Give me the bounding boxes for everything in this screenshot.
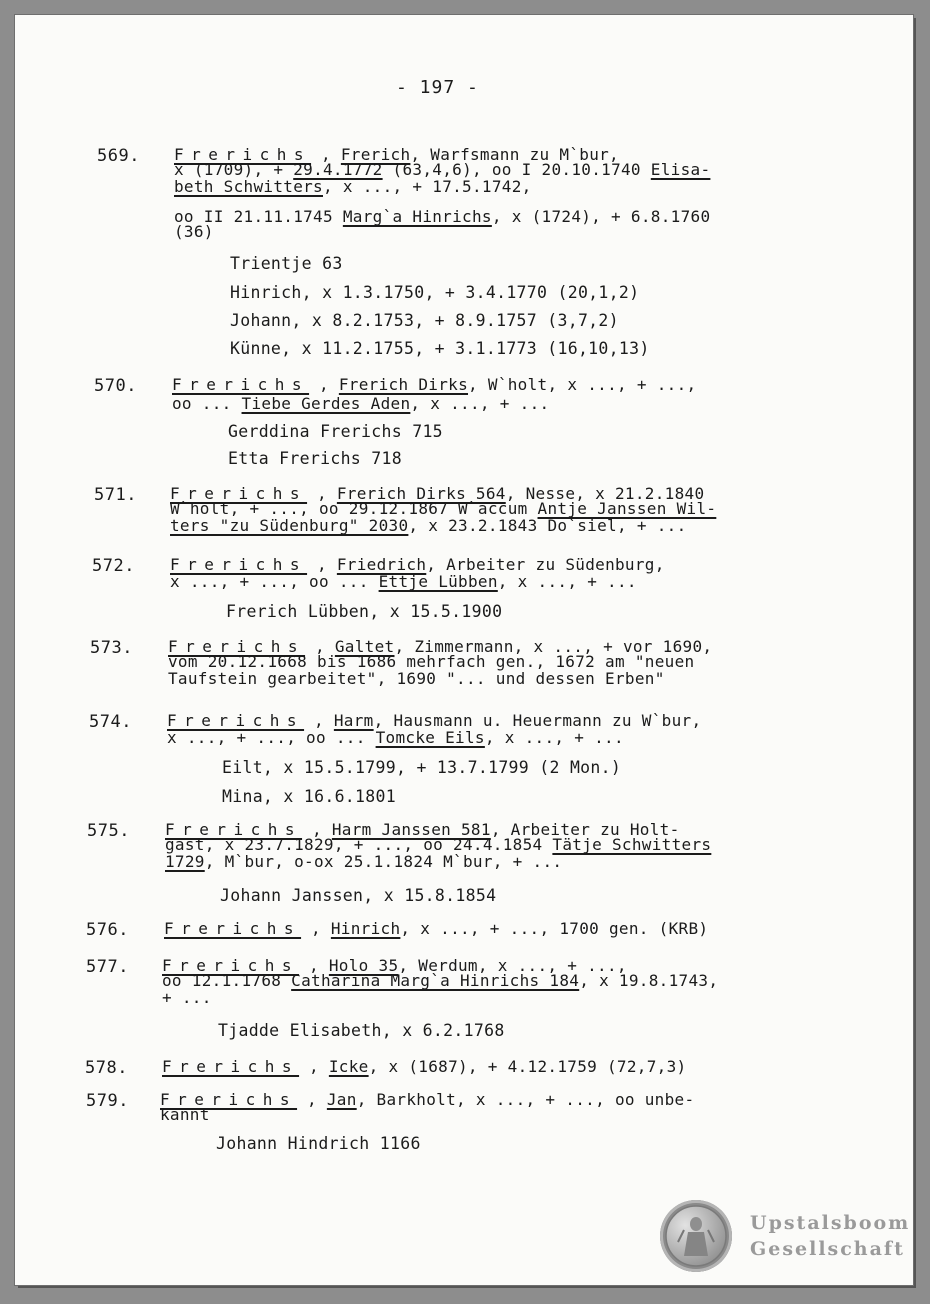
- entry-line: Frerichs , Frerich, Warfsmann zu M`bur,: [174, 145, 619, 164]
- surname: Frerichs: [165, 820, 303, 839]
- entry-number: 577.: [86, 957, 129, 977]
- entry-line-text: W`holt, + ..., oo 29.12.1867 W`accum Antje Janssen Wil-: [170, 499, 717, 518]
- underlined-name: Catharina Marg`a Hinrichs 184: [291, 971, 580, 990]
- entry-line-text: x ..., + ..., oo ... Tomcke Eils, x ..., + ...: [167, 728, 624, 747]
- entry-line-text: Holo 35, Werdum, x ..., + ...,: [328, 956, 627, 975]
- underlined-name: Tomcke Eils: [375, 728, 485, 747]
- underlined-name: Holo 35: [328, 956, 399, 975]
- entry-line-text: Taufstein gearbeitet", 1690 "... und dessen Erben": [168, 669, 665, 688]
- entry-number: 571.: [94, 485, 137, 505]
- entry-number: 575.: [87, 821, 130, 841]
- underlined-name: beth Schwitters: [174, 177, 323, 196]
- entry-line-text: Friedrich, Arbeiter zu Südenburg,: [336, 555, 665, 574]
- entry-line-text: Galtet, Zimmermann, x ..., + vor 1690,: [334, 637, 713, 656]
- underlined-name: Frerich: [340, 145, 411, 164]
- underlined-name: Jan: [326, 1090, 357, 1109]
- entry-line: Frerichs , Hinrich, x ..., + ..., 1700 gen. (KRB): [164, 919, 709, 938]
- entry-line-text: Icke, x (1687), + 4.12.1759 (72,7,3): [328, 1057, 687, 1076]
- entry-line: [160, 1106, 210, 1123]
- underlined-name: Frerich Dirks: [338, 375, 469, 394]
- child-entry: Johann, x 8.2.1753, + 8.9.1757 (3,7,2): [230, 311, 619, 330]
- underlined-name: Ettje Lübben: [378, 572, 498, 591]
- entry-number: 573.: [90, 638, 133, 658]
- society-name: [750, 1210, 910, 1262]
- society-name-line1: Upstalsboom: [750, 1212, 911, 1234]
- entry-number: 569.: [97, 146, 140, 166]
- underlined-name: Antje Janssen Wil-: [537, 499, 717, 518]
- child-entry: Eilt, x 15.5.1799, + 13.7.1799 (2 Mon.): [222, 758, 622, 777]
- entry-line: [168, 653, 694, 670]
- underlined-name: Elisa-: [650, 160, 711, 179]
- surname: Frerichs: [172, 375, 310, 394]
- surname: Frerichs: [162, 956, 300, 975]
- entry-line-text: + ...: [162, 988, 212, 1007]
- entry-line-text: oo II 21.11.1745 Marg`a Hinrichs, x (1724), + 6.8.1760: [174, 207, 711, 226]
- entry-line-text: Harm Janssen 581, Arbeiter zu Holt-: [331, 820, 680, 839]
- entry-line: [170, 573, 637, 590]
- seal-icon: [660, 1200, 732, 1272]
- entry-line-text: (36): [174, 222, 214, 241]
- underlined-name: 1729: [165, 852, 205, 871]
- entry-line-text: 1729, M`bur, o-ox 25.1.1824 M`bur, + ...: [165, 852, 563, 871]
- surname: Frerichs: [174, 145, 312, 164]
- child-entry: Hinrich, x 1.3.1750, + 3.4.1770 (20,1,2): [230, 283, 640, 302]
- child-entry: Johann Hindrich 1166: [216, 1134, 421, 1153]
- underlined-name: Galtet: [334, 637, 395, 656]
- entry-number: 570.: [94, 376, 137, 396]
- entry-line: Frerichs , Holo 35, Werdum, x ..., + ...,: [162, 956, 627, 975]
- entry-number: 579.: [86, 1091, 129, 1111]
- entry-line-text: Harm, Hausmann u. Heuermann zu W`bur,: [333, 711, 702, 730]
- entry-line: [162, 972, 718, 989]
- child-entry: Künne, x 11.2.1755, + 3.1.1773 (16,10,13): [230, 339, 650, 358]
- entry-line: Frerichs , Jan, Barkholt, x ..., + ..., oo unbe-: [160, 1090, 695, 1109]
- underlined-name: Tätje Schwitters: [552, 835, 712, 854]
- underlined-name: Harm: [333, 711, 374, 730]
- entry-line: Frerichs , Frerich Dirks, W`holt, x ..., + ...,: [172, 375, 697, 394]
- child-entry: Trientje 63: [230, 254, 343, 273]
- entry-line: [170, 517, 687, 534]
- surname: Frerichs: [168, 637, 306, 656]
- child-entry: Tjadde Elisabeth, x 6.2.1768: [218, 1021, 505, 1040]
- underlined-name: Harm Janssen 581: [331, 820, 491, 839]
- entry-line: Frerichs , Galtet, Zimmermann, x ..., + vor 1690,: [168, 637, 713, 656]
- entry-line-text: x ..., + ..., oo ... Ettje Lübben, x ..., + ...: [170, 572, 637, 591]
- underlined-name: Icke: [328, 1057, 369, 1076]
- surname: Frerichs: [160, 1090, 298, 1109]
- surname: Frerichs: [170, 484, 308, 503]
- entry-number: 572.: [92, 556, 135, 576]
- child-entry: Gerddina Frerichs 715: [228, 422, 443, 441]
- entry-number: 574.: [89, 712, 132, 732]
- entry-line: Frerichs , Icke, x (1687), + 4.12.1759 (72,7,3): [162, 1057, 687, 1076]
- entry-line-text: x (1709), + 29.4.1772 (63,4,6), oo I 20.10.1740 Elisa-: [174, 160, 711, 179]
- underlined-name: Hinrich: [330, 919, 401, 938]
- entry-line: Frerichs , Friedrich, Arbeiter zu Südenburg,: [170, 555, 665, 574]
- child-entry: Mina, x 16.6.1801: [222, 787, 396, 806]
- underlined-name: Tiebe Gerdes Aden: [241, 394, 411, 413]
- page-number: - 197 -: [396, 77, 479, 98]
- surname: Frerichs: [164, 919, 302, 938]
- underlined-name: Friedrich: [336, 555, 427, 574]
- entry-line-text: Frerich, Warfsmann zu M`bur,: [340, 145, 619, 164]
- entry-number: 576.: [86, 920, 129, 940]
- underlined-name: Marg`a Hinrichs: [342, 207, 492, 226]
- entry-line: [174, 223, 214, 240]
- entry-line-text: gast, x 23.7.1829, + ..., oo 24.4.1854 Tätje Schwitters: [165, 835, 712, 854]
- underlined-name: ters "zu Südenburg" 2030: [170, 516, 409, 535]
- surname: Frerichs: [167, 711, 305, 730]
- entry-line-text: Frerich Dirks 564, Nesse, x 21.2.1840: [336, 484, 705, 503]
- child-entry: Etta Frerichs 718: [228, 449, 402, 468]
- entry-line-text: Jan, Barkholt, x ..., + ..., oo unbe-: [326, 1090, 695, 1109]
- entry-line-text: ters "zu Südenburg" 2030, x 23.2.1843 Do`siel, + ...: [170, 516, 687, 535]
- entry-line-text: oo ... Tiebe Gerdes Aden, x ..., + ...: [172, 394, 550, 413]
- surname: Frerichs: [170, 555, 308, 574]
- entry-line-text: Hinrich, x ..., + ..., 1700 gen. (KRB): [330, 919, 709, 938]
- entry-line-text: oo 12.1.1768 Catharina Marg`a Hinrichs 184, x 19.8.1743,: [162, 971, 719, 990]
- entry-line: Frerichs , Harm, Hausmann u. Heuermann zu W`bur,: [167, 711, 702, 730]
- entry-line: [162, 989, 212, 1006]
- entry-line: [165, 836, 711, 853]
- surname: Frerichs: [162, 1057, 300, 1076]
- entry-line: Frerichs , Frerich Dirks 564, Nesse, x 21.2.1840: [170, 484, 705, 503]
- entry-line-text: Frerich Dirks, W`holt, x ..., + ...,: [338, 375, 697, 394]
- entry-number: 578.: [85, 1058, 128, 1078]
- entry-line: [172, 395, 549, 412]
- underlined-name: Frerich Dirks 564: [336, 484, 506, 503]
- society-name-line2: Gesellschaft: [750, 1238, 905, 1260]
- entry-line: [165, 853, 562, 870]
- entry-line: Frerichs , Harm Janssen 581, Arbeiter zu Holt-: [165, 820, 680, 839]
- entry-line: [174, 178, 532, 195]
- entry-line: [167, 729, 624, 746]
- entry-line: [174, 161, 710, 178]
- entry-line-text: vom 20.12.1668 bis 1686 mehrfach gen., 1672 am "neuen: [168, 652, 695, 671]
- underlined-name: 29.4.1772: [293, 160, 383, 179]
- child-entry: Frerich Lübben, x 15.5.1900: [226, 602, 503, 621]
- society-logo: [660, 1200, 911, 1280]
- entry-line-text: beth Schwitters, x ..., + 17.5.1742,: [174, 177, 532, 196]
- entry-line: [170, 500, 716, 517]
- child-entry: Johann Janssen, x 15.8.1854: [220, 886, 497, 905]
- entry-line: [174, 208, 710, 225]
- entry-line: [168, 670, 665, 687]
- entry-line-text: kannt: [160, 1105, 210, 1124]
